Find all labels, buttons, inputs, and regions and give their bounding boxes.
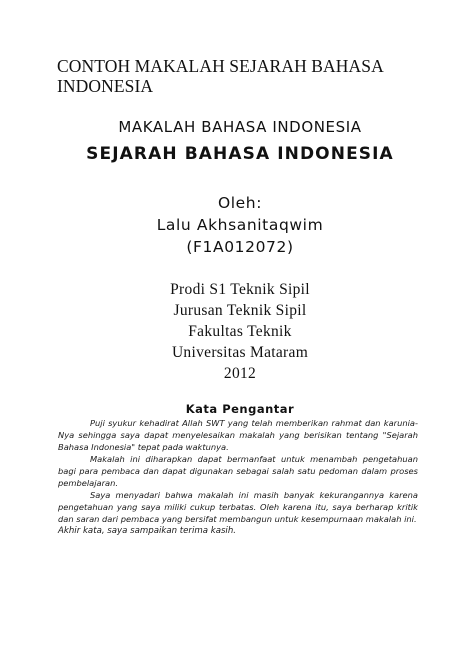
author-block [40,192,440,258]
faculty: Fakultas Teknik [188,323,292,340]
preface-body [58,417,418,537]
header-title-line-2: INDONESIA [57,76,154,96]
preface-paragraph-2: Makalah ini diharapkan dapat bermanfaat untuk menambah pengetahuan bagi para pembaca dan dapat digunakan sebagai salah satu pedoman dalam proses pembelajaran. [58,454,418,488]
year: 2012 [223,365,257,382]
preface-heading: Kata Pengantar [185,402,295,416]
author-label: Oleh: [217,194,263,212]
paper-subtitle: MAKALAH BAHASA INDONESIA [118,118,362,136]
author-name: Lalu Akhsanitaqwim [156,216,324,234]
header-title-line-1: CONTOH MAKALAH SEJARAH BAHASA [57,56,384,76]
author-id: (F1A012072) [186,238,294,256]
document-header-title [57,56,437,96]
institution-block [40,279,440,384]
preface-paragraph-1: Puji syukur kehadirat Allah SWT yang telah memberikan rahmat dan karunia-Nya sehingga saya dapat menyelesaikan makalah yang berisikan tentang "Sejarah Bahasa Indonesia" tepat pada waktunya. [58,418,418,452]
department: Jurusan Teknik Sipil [173,302,307,319]
university: Universitas Mataram [171,344,309,361]
preface-closing: Akhir kata, saya sampaikan terima kasih. [58,526,237,536]
preface-paragraph-3: Saya menyadari bahwa makalah ini masih banyak kekurangannya karena pengetahuan yang saya miliki cukup terbatas. Oleh karena itu, saya berharap kritik dan saran dari pembaca yang bersifat membangun untuk kesempurnaan makalah ini. [58,490,418,524]
study-program: Prodi S1 Teknik Sipil [170,281,310,298]
paper-title: SEJARAH BAHASA INDONESIA [86,144,394,164]
